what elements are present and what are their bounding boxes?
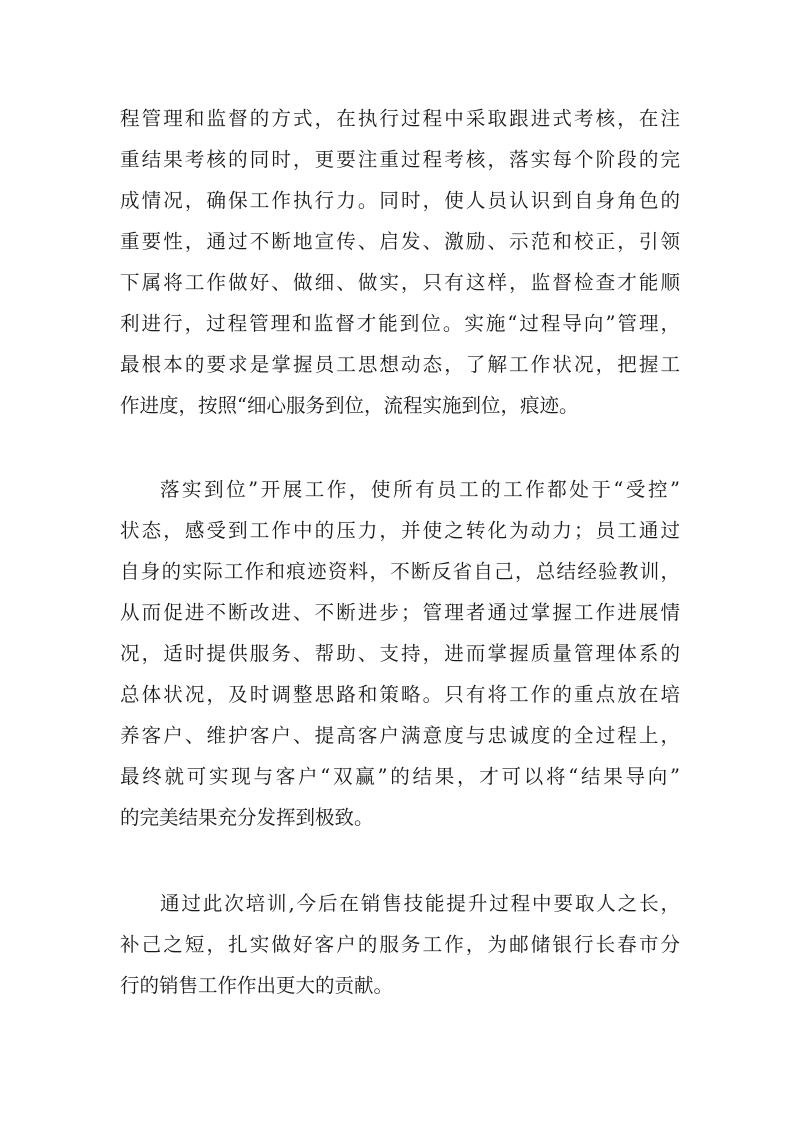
paragraph-1-line-2: 重结果考核的同时，更要注重过程考核，落实每个阶段的完 xyxy=(120,148,680,171)
paragraph-1-line-6: 利进行，过程管理和监督才能到位。实施“过程导向”管理， xyxy=(120,312,680,335)
paragraph-2-line-2: 状态，感受到工作中的压力，并使之转化为动力；员工通过 xyxy=(120,519,680,542)
paragraph-1-line-8: 作进度，按照“细心服务到位，流程实施到位，痕迹。 xyxy=(120,394,579,417)
paragraph-2-line-1: 落实到位”开展工作，使所有员工的工作都处于“受控” xyxy=(160,478,680,501)
paragraph-2-line-4: 从而促进不断改进、不断进步；管理者通过掌握工作进展情 xyxy=(120,601,680,624)
paragraph-2-line-7: 养客户、维护客户、提高客户满意度与忠诚度的全过程上， xyxy=(120,724,680,747)
paragraph-3-line-3: 行的销售工作作出更大的贡献。 xyxy=(120,974,394,997)
paragraph-3-line-2: 补己之短，扎实做好客户的服务工作，为邮储银行长春市分 xyxy=(120,933,680,956)
paragraph-1-line-7: 最根本的要求是掌握员工思想动态，了解工作状况，把握工 xyxy=(120,353,680,376)
paragraph-1-line-5: 下属将工作做好、做细、做实，只有这样，监督检查才能顺 xyxy=(120,271,680,294)
paragraph-1-line-4: 重要性，通过不断地宣传、启发、激励、示范和校正，引领 xyxy=(120,230,680,253)
paragraph-1-line-3: 成情况，确保工作执行力。同时，使人员认识到自身角色的 xyxy=(120,189,680,212)
paragraph-3-line-1: 通过此次培训,今后在销售技能提升过程中要取人之长， xyxy=(160,892,680,915)
paragraph-2-line-9: 的完美结果充分发挥到极致。 xyxy=(120,806,374,829)
paragraph-2-line-3: 自身的实际工作和痕迹资料，不断反省自己，总结经验教训， xyxy=(120,560,680,583)
paragraph-1-line-1: 程管理和监督的方式，在执行过程中采取跟进式考核，在注 xyxy=(120,107,680,130)
paragraph-2-line-6: 总体状况，及时调整思路和策略。只有将工作的重点放在培 xyxy=(120,683,680,706)
paragraph-2-line-8: 最终就可实现与客户“双赢”的结果，才可以将“结果导向” xyxy=(120,765,680,788)
paragraph-2-line-5: 况，适时提供服务、帮助、支持，进而掌握质量管理体系的 xyxy=(120,642,680,665)
